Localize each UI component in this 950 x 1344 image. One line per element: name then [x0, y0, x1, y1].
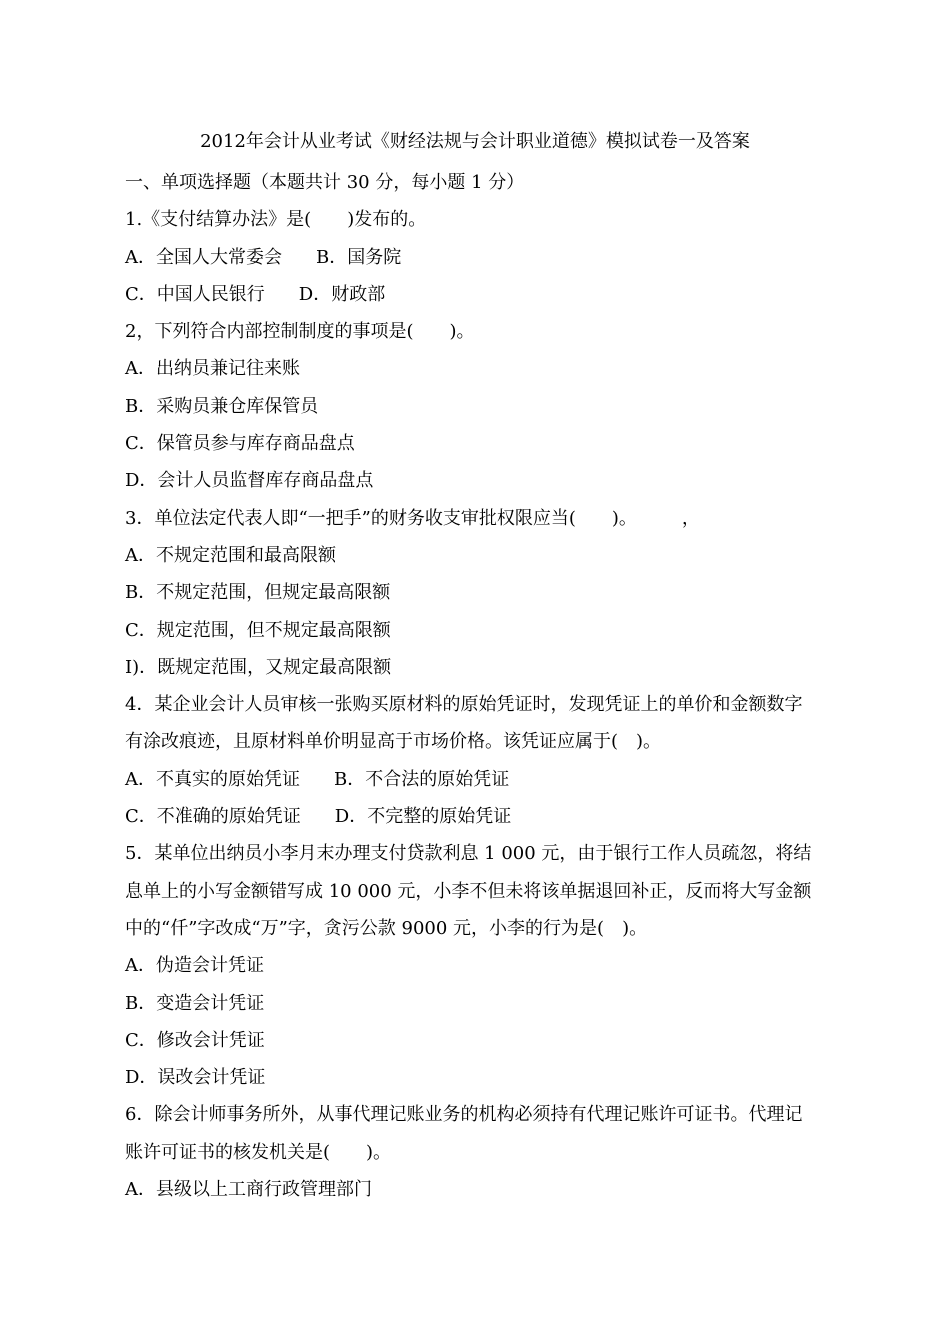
question-5-stem-line-2: 息单上的小写金额错写成 10 000 元，小李不但未将该单据退回补正，反而将大写金额: [125, 880, 812, 902]
question-5-option-c: C．修改会计凭证: [125, 1029, 265, 1051]
question-6-stem-line-1: 6．除会计师事务所外，从事代理记账业务的机构必须持有代理记账许可证书。代理记: [125, 1104, 803, 1126]
question-list: [125, 168, 855, 1212]
question-2-option-d: D．会计人员监督库存商品盘点: [125, 470, 374, 492]
question-5-stem-line-1: 5．某单位出纳员小李月末办理支付贷款利息 1 000 元，由于银行工作人员疏忽，将结: [125, 843, 812, 865]
question-6-stem-line-2: 账许可证书的核发机关是( )。: [125, 1141, 392, 1163]
question-4-stem-line-1: 4．某企业会计人员审核一张购买原材料的原始凭证时，发现凭证上的单价和金额数字: [125, 694, 803, 716]
question-6-option-a: A．县级以上工商行政管理部门: [125, 1179, 372, 1201]
question-3-option-c: C．规定范围，但不规定最高限额: [125, 619, 391, 641]
question-5-option-a: A．伪造会计凭证: [125, 955, 264, 977]
question-5-option-b: B．变造会计凭证: [125, 992, 265, 1014]
question-4-option-d: D．不完整的原始凭证: [334, 806, 512, 828]
question-4-options-row-2: [125, 802, 855, 839]
question-4-options-row-1: [125, 765, 855, 802]
question-1-option-d: D．财政部: [298, 283, 386, 305]
question-2-option-b: B．采购员兼仓库保管员: [125, 395, 319, 417]
question-5-stem-line-3: 中的“仟”字改成“万”字，贪污公款 9000 元，小李的行为是( )。: [125, 917, 648, 939]
question-5-option-d: D．误改会计凭证: [125, 1067, 266, 1089]
question-1-options-row-2: [125, 280, 855, 317]
question-4-stem-line-2: 有涂改痕迹，且原材料单价明显高于市场价格。该凭证应属于( )。: [125, 731, 662, 753]
question-2-option-c: C．保管员参与库存商品盘点: [125, 433, 355, 455]
question-1-stem: 1.《支付结算办法》是( )发布的。: [125, 209, 427, 231]
question-1-option-b: B．国务院: [316, 246, 402, 268]
question-1-option-a: A．全国人大常委会: [125, 246, 282, 268]
question-1-options-row-1: [125, 243, 855, 280]
question-2-option-a: A．出纳员兼记往来账: [125, 358, 300, 380]
question-3-option-d: I)．既规定范围，又规定最高限额: [125, 656, 392, 678]
question-3-stem: 3．单位法定代表人即“一把手”的财务收支审批权限应当( )。 ，: [125, 507, 700, 529]
question-2-stem: 2，下列符合内部控制制度的事项是( )。: [125, 321, 475, 343]
question-1-option-c: C．中国人民银行: [125, 283, 265, 305]
question-4-option-b: B．不合法的原始凭证: [334, 768, 510, 790]
section-header: 一、单项选择题（本题共计 30 分，每小题 1 分）: [125, 172, 525, 193]
question-4-option-c: C．不准确的原始凭证: [125, 806, 301, 828]
question-3-option-a: A．不规定范围和最高限额: [125, 544, 336, 566]
question-3-option-b: B．不规定范围，但规定最高限额: [125, 582, 391, 604]
document-title: 2012年会计从业考试《财经法规与会计职业道德》模拟试卷一及答案: [200, 131, 750, 152]
question-4-option-a: A．不真实的原始凭证: [125, 768, 300, 790]
